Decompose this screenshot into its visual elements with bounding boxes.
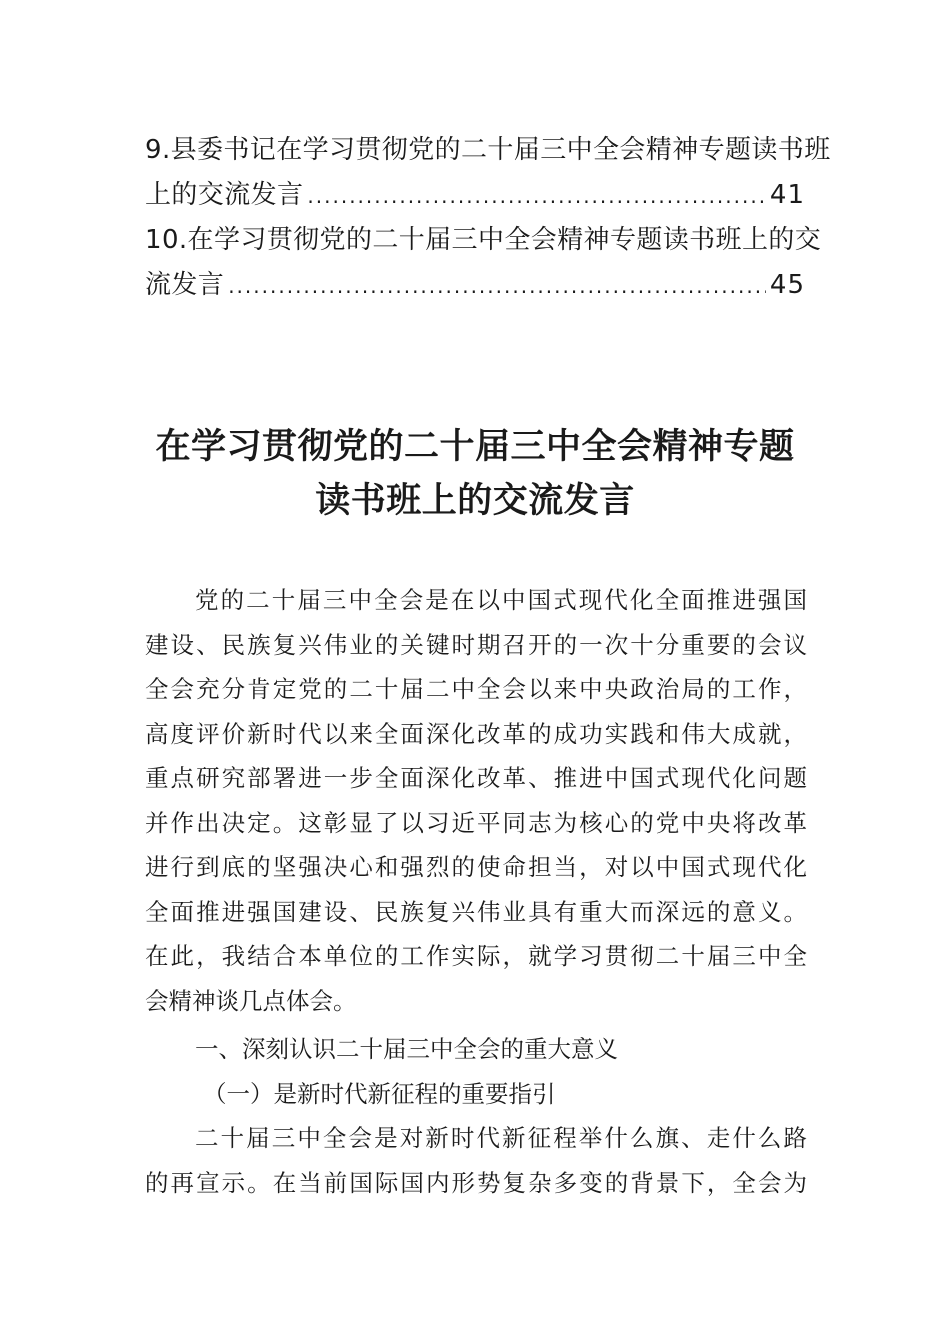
toc-leader-dots [307, 174, 766, 219]
toc-leader-dots [228, 264, 766, 309]
paragraph-line: 进行到底的坚强决心和强烈的使命担当，对以中国式现代化 [145, 853, 807, 881]
paragraph-section-1 [145, 1116, 807, 1205]
toc-page-number: 45 [769, 270, 805, 300]
paragraph-line: 建设、民族复兴伟业的关键时期召开的一次十分重要的会议 [145, 630, 807, 659]
article-body [145, 578, 807, 1205]
paragraph-line: 高度评价新时代以来全面深化改革的成功实践和伟大成就， [145, 719, 807, 748]
article-title-line: 在学习贯彻党的二十届三中全会精神专题 [155, 426, 795, 467]
section-heading: 一、深刻认识二十届三中全会的重大意义 [195, 1035, 618, 1063]
paragraph-line: 党的二十届三中全会是在以中国式现代化全面推进强国 [195, 586, 807, 614]
toc-page-number: 41 [769, 180, 805, 210]
article-title [120, 420, 830, 528]
paragraph-line: 二十届三中全会是对新时代新征程举什么旗、走什么路 [195, 1124, 807, 1152]
paragraph-line: 全面推进强国建设、民族复兴伟业具有重大而深远的意义。 [145, 897, 807, 926]
paragraph-line: 重点研究部署进一步全面深化改革、推进中国式现代化问题 [145, 764, 807, 792]
toc-entry-10-line2[interactable]: 流发言 ..... 45 [145, 263, 805, 308]
toc-entry-9-line2[interactable]: 上的交流发言 ..... 41 [145, 173, 805, 218]
toc-entry-10-line1[interactable]: 10.在学习贯彻党的二十届三中全会精神专题读书班上的交 [145, 225, 822, 255]
paragraph-line: 的再宣示。在当前国际国内形势复杂多变的背景下，全会为 [145, 1168, 807, 1197]
paragraph-line: 并作出决定。这彰显了以习近平同志为核心的党中央将改革 [145, 808, 807, 837]
paragraph-line: 全会充分肯定党的二十届二中全会以来中央政治局的工作， [145, 675, 807, 703]
article-title-line: 读书班上的交流发言 [315, 480, 635, 521]
paragraph-line: 在此，我结合本单位的工作实际，就学习贯彻二十届三中全 [145, 942, 807, 970]
paragraph-line: 会精神谈几点体会。 [145, 986, 357, 1015]
table-of-contents [145, 128, 831, 308]
toc-entry-9-line1[interactable]: 9.县委书记在学习贯彻党的二十届三中全会精神专题读书班 [145, 135, 831, 165]
subsection-heading: （一）是新时代新征程的重要指引 [203, 1079, 556, 1108]
paragraph-intro [145, 578, 807, 1023]
